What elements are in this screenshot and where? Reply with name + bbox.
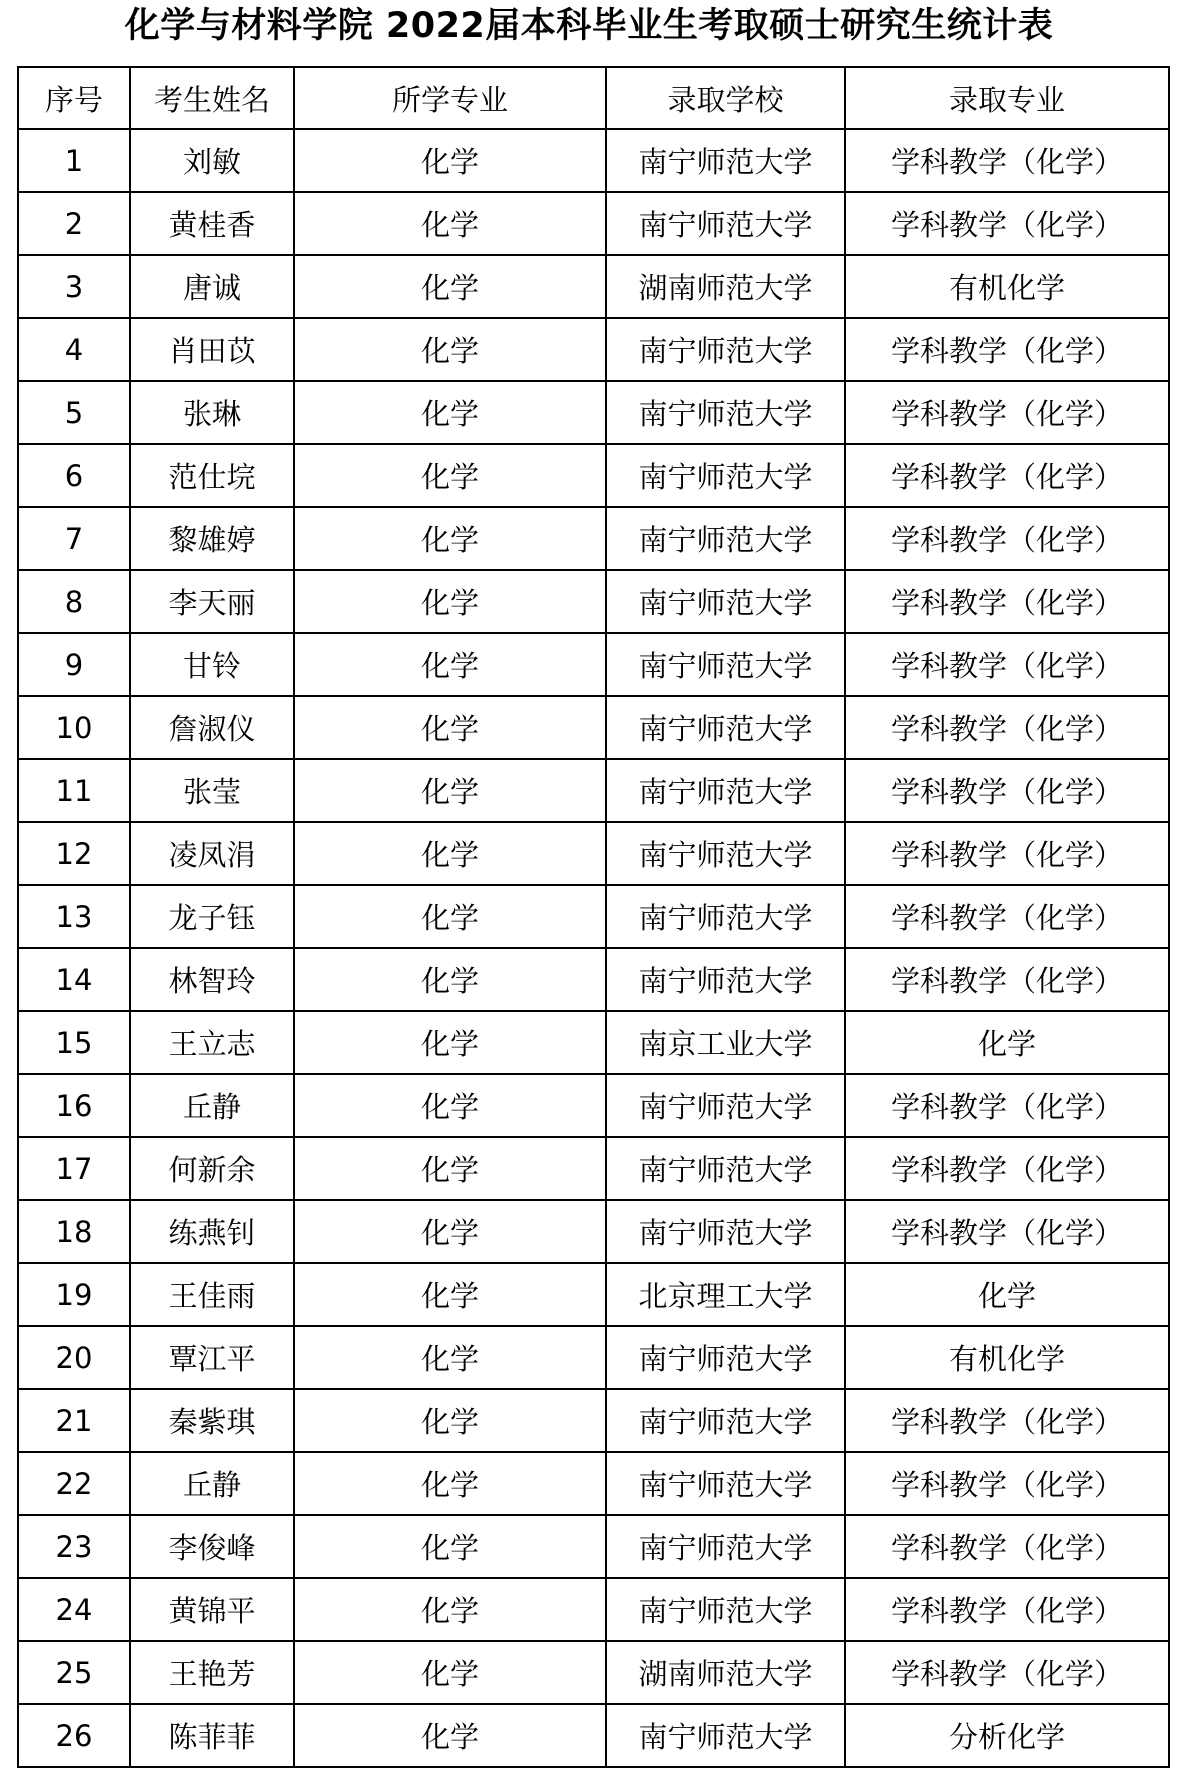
table-row	[18, 192, 1169, 255]
header-row	[18, 67, 1169, 129]
table-row	[18, 633, 1169, 696]
cell-major: 化学	[294, 1704, 606, 1767]
cell-student-name: 龙子钰	[130, 885, 294, 948]
cell-admitted-school: 南宁师范大学	[606, 318, 845, 381]
cell-admitted-major: 学科教学（化学）	[845, 318, 1169, 381]
cell-student-name: 甘铃	[130, 633, 294, 696]
table-row	[18, 1263, 1169, 1326]
column-header-index: 序号	[18, 67, 130, 129]
cell-admitted-major: 学科教学（化学）	[845, 948, 1169, 1011]
cell-index: 23	[18, 1515, 130, 1578]
cell-major: 化学	[294, 192, 606, 255]
cell-admitted-school: 南宁师范大学	[606, 822, 845, 885]
cell-index: 18	[18, 1200, 130, 1263]
table-row	[18, 1452, 1169, 1515]
statistics-table	[17, 66, 1170, 1768]
cell-index: 14	[18, 948, 130, 1011]
cell-major: 化学	[294, 507, 606, 570]
cell-admitted-major: 学科教学（化学）	[845, 1200, 1169, 1263]
cell-admitted-school: 南宁师范大学	[606, 570, 845, 633]
cell-student-name: 张莹	[130, 759, 294, 822]
cell-admitted-major: 学科教学（化学）	[845, 570, 1169, 633]
column-header-school: 录取学校	[606, 67, 845, 129]
cell-admitted-major: 学科教学（化学）	[845, 885, 1169, 948]
cell-admitted-major: 学科教学（化学）	[845, 381, 1169, 444]
cell-student-name: 王艳芳	[130, 1641, 294, 1704]
cell-index: 19	[18, 1263, 130, 1326]
cell-admitted-major: 学科教学（化学）	[845, 696, 1169, 759]
cell-student-name: 何新余	[130, 1137, 294, 1200]
cell-admitted-school: 南宁师范大学	[606, 1200, 845, 1263]
cell-admitted-school: 南宁师范大学	[606, 633, 845, 696]
cell-index: 5	[18, 381, 130, 444]
table-row	[18, 1515, 1169, 1578]
cell-admitted-school: 南宁师范大学	[606, 1137, 845, 1200]
cell-major: 化学	[294, 1641, 606, 1704]
table-row	[18, 255, 1169, 318]
table-row	[18, 822, 1169, 885]
cell-student-name: 陈菲菲	[130, 1704, 294, 1767]
cell-admitted-school: 南京工业大学	[606, 1011, 845, 1074]
cell-admitted-major: 有机化学	[845, 255, 1169, 318]
cell-admitted-major: 有机化学	[845, 1326, 1169, 1389]
cell-major: 化学	[294, 1326, 606, 1389]
cell-admitted-major: 学科教学（化学）	[845, 759, 1169, 822]
table-row	[18, 696, 1169, 759]
cell-admitted-school: 南宁师范大学	[606, 1389, 845, 1452]
cell-major: 化学	[294, 1263, 606, 1326]
table-row	[18, 570, 1169, 633]
table-row	[18, 1641, 1169, 1704]
cell-index: 1	[18, 129, 130, 192]
cell-admitted-school: 南宁师范大学	[606, 381, 845, 444]
table-row	[18, 1704, 1169, 1767]
cell-index: 12	[18, 822, 130, 885]
cell-admitted-school: 南宁师范大学	[606, 885, 845, 948]
cell-major: 化学	[294, 255, 606, 318]
cell-student-name: 肖田苡	[130, 318, 294, 381]
cell-admitted-major: 分析化学	[845, 1704, 1169, 1767]
cell-student-name: 詹淑仪	[130, 696, 294, 759]
document-title: 化学与材料学院 2022届本科毕业生考取硕士研究生统计表	[124, 6, 1054, 46]
cell-admitted-major: 学科教学（化学）	[845, 444, 1169, 507]
cell-admitted-school: 南宁师范大学	[606, 192, 845, 255]
column-header-admitted-major: 录取专业	[845, 67, 1169, 129]
cell-admitted-major: 化学	[845, 1011, 1169, 1074]
cell-student-name: 李俊峰	[130, 1515, 294, 1578]
column-header-name: 考生姓名	[130, 67, 294, 129]
cell-major: 化学	[294, 1578, 606, 1641]
column-header-major: 所学专业	[294, 67, 606, 129]
cell-major: 化学	[294, 696, 606, 759]
cell-student-name: 黄桂香	[130, 192, 294, 255]
cell-index: 24	[18, 1578, 130, 1641]
cell-index: 10	[18, 696, 130, 759]
cell-index: 8	[18, 570, 130, 633]
cell-admitted-school: 南宁师范大学	[606, 507, 845, 570]
cell-admitted-major: 学科教学（化学）	[845, 129, 1169, 192]
cell-index: 15	[18, 1011, 130, 1074]
table-row	[18, 129, 1169, 192]
cell-admitted-major: 学科教学（化学）	[845, 633, 1169, 696]
cell-major: 化学	[294, 129, 606, 192]
cell-admitted-major: 学科教学（化学）	[845, 1515, 1169, 1578]
cell-major: 化学	[294, 1137, 606, 1200]
cell-major: 化学	[294, 318, 606, 381]
cell-student-name: 王佳雨	[130, 1263, 294, 1326]
cell-admitted-school: 南宁师范大学	[606, 948, 845, 1011]
cell-admitted-school: 南宁师范大学	[606, 444, 845, 507]
cell-admitted-major: 学科教学（化学）	[845, 1452, 1169, 1515]
cell-student-name: 丘静	[130, 1452, 294, 1515]
cell-admitted-major: 学科教学（化学）	[845, 1074, 1169, 1137]
table-row	[18, 318, 1169, 381]
cell-index: 26	[18, 1704, 130, 1767]
cell-major: 化学	[294, 822, 606, 885]
cell-student-name: 张琳	[130, 381, 294, 444]
cell-index: 13	[18, 885, 130, 948]
cell-student-name: 李天丽	[130, 570, 294, 633]
cell-major: 化学	[294, 570, 606, 633]
cell-index: 2	[18, 192, 130, 255]
cell-index: 11	[18, 759, 130, 822]
table-row	[18, 948, 1169, 1011]
cell-student-name: 秦紫琪	[130, 1389, 294, 1452]
cell-admitted-major: 学科教学（化学）	[845, 1389, 1169, 1452]
cell-major: 化学	[294, 885, 606, 948]
table-row	[18, 444, 1169, 507]
cell-admitted-school: 湖南师范大学	[606, 1641, 845, 1704]
cell-index: 25	[18, 1641, 130, 1704]
cell-admitted-major: 学科教学（化学）	[845, 822, 1169, 885]
cell-admitted-school: 南宁师范大学	[606, 759, 845, 822]
cell-index: 4	[18, 318, 130, 381]
table-row	[18, 381, 1169, 444]
table-row	[18, 1011, 1169, 1074]
cell-admitted-school: 南宁师范大学	[606, 1452, 845, 1515]
cell-admitted-school: 湖南师范大学	[606, 255, 845, 318]
cell-index: 3	[18, 255, 130, 318]
cell-admitted-major: 学科教学（化学）	[845, 1578, 1169, 1641]
cell-major: 化学	[294, 1452, 606, 1515]
cell-admitted-major: 学科教学（化学）	[845, 1641, 1169, 1704]
cell-index: 16	[18, 1074, 130, 1137]
table-row	[18, 507, 1169, 570]
cell-major: 化学	[294, 759, 606, 822]
cell-index: 20	[18, 1326, 130, 1389]
table-header	[18, 67, 1169, 129]
cell-admitted-school: 南宁师范大学	[606, 129, 845, 192]
cell-student-name: 范仕垸	[130, 444, 294, 507]
cell-index: 21	[18, 1389, 130, 1452]
cell-student-name: 刘敏	[130, 129, 294, 192]
cell-admitted-school: 南宁师范大学	[606, 1074, 845, 1137]
cell-admitted-school: 南宁师范大学	[606, 1326, 845, 1389]
cell-index: 7	[18, 507, 130, 570]
cell-student-name: 唐诚	[130, 255, 294, 318]
cell-admitted-school: 北京理工大学	[606, 1263, 845, 1326]
cell-major: 化学	[294, 1074, 606, 1137]
cell-major: 化学	[294, 1389, 606, 1452]
cell-student-name: 练燕钊	[130, 1200, 294, 1263]
table-body	[18, 129, 1169, 1767]
cell-admitted-major: 学科教学（化学）	[845, 192, 1169, 255]
cell-student-name: 黄锦平	[130, 1578, 294, 1641]
cell-admitted-major: 化学	[845, 1263, 1169, 1326]
table-row	[18, 1326, 1169, 1389]
cell-admitted-major: 学科教学（化学）	[845, 507, 1169, 570]
cell-index: 17	[18, 1137, 130, 1200]
cell-student-name: 丘静	[130, 1074, 294, 1137]
cell-major: 化学	[294, 948, 606, 1011]
cell-admitted-school: 南宁师范大学	[606, 1704, 845, 1767]
cell-admitted-school: 南宁师范大学	[606, 1578, 845, 1641]
table-row	[18, 1200, 1169, 1263]
table-row	[18, 1137, 1169, 1200]
cell-admitted-school: 南宁师范大学	[606, 696, 845, 759]
cell-student-name: 林智玲	[130, 948, 294, 1011]
cell-admitted-school: 南宁师范大学	[606, 1515, 845, 1578]
cell-major: 化学	[294, 381, 606, 444]
table-row	[18, 759, 1169, 822]
cell-major: 化学	[294, 1515, 606, 1578]
table-row	[18, 885, 1169, 948]
cell-student-name: 黎雄婷	[130, 507, 294, 570]
table-row	[18, 1578, 1169, 1641]
cell-student-name: 王立志	[130, 1011, 294, 1074]
cell-index: 9	[18, 633, 130, 696]
cell-major: 化学	[294, 444, 606, 507]
cell-index: 22	[18, 1452, 130, 1515]
cell-student-name: 覃江平	[130, 1326, 294, 1389]
table-row	[18, 1074, 1169, 1137]
cell-major: 化学	[294, 633, 606, 696]
table-row	[18, 1389, 1169, 1452]
cell-major: 化学	[294, 1011, 606, 1074]
cell-major: 化学	[294, 1200, 606, 1263]
cell-admitted-major: 学科教学（化学）	[845, 1137, 1169, 1200]
cell-student-name: 凌凤涓	[130, 822, 294, 885]
cell-index: 6	[18, 444, 130, 507]
